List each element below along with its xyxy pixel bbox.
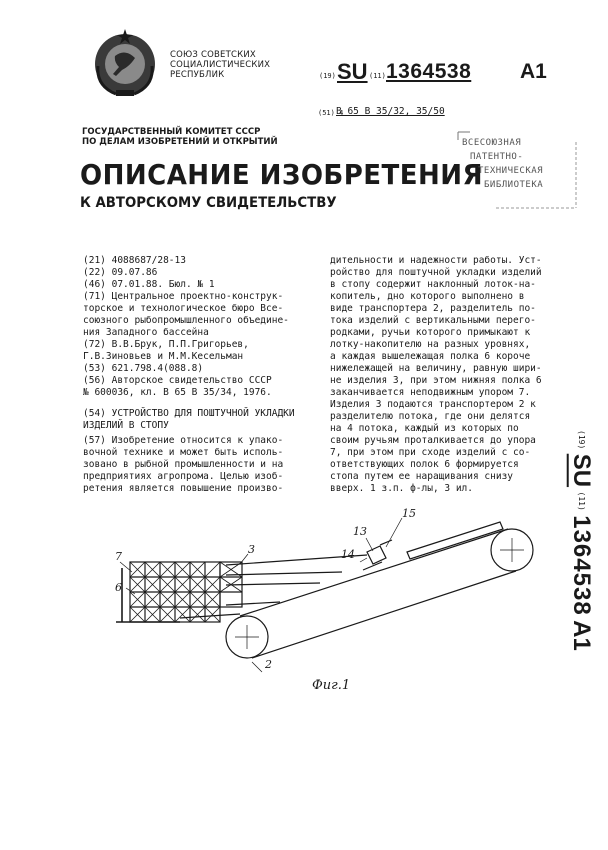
vertical-country-code: SU (568, 453, 595, 488)
abstract-right-line-1: дительности и надежности работы. Уст- (330, 255, 542, 266)
abstract-right-line-10: нижележащей на величину, равную шири- (330, 363, 542, 374)
stamp-line-3: ТЕХНИЧЕСКАЯ (478, 166, 544, 176)
abstract-right-line-5: виде транспортера 2, разделитель по- (330, 303, 536, 314)
committee-line-2: ПО ДЕЛАМ ИЗОБРЕТЕНИЙ И ОТКРЫТИЙ (82, 137, 278, 147)
library-stamp (456, 130, 586, 210)
separator-device (367, 546, 386, 564)
abstract-right-line-18: ответствующих полок 6 формируется (330, 459, 519, 470)
abstract-right-line-16: своим ручьям проталкивается до упора (330, 435, 536, 446)
vertical-kind-code: A1 (568, 620, 595, 651)
abstract-right-line-13: Изделия 3 подаются транспортером 2 к (330, 399, 536, 410)
country-line-1: СОЮЗ СОВЕТСКИХ (170, 50, 256, 60)
product-stack (407, 522, 503, 559)
patent-number: 1364538 (386, 60, 472, 83)
stamp-line-2: ПАТЕНТНО- (470, 152, 524, 162)
abstract-right-line-6: тока изделий с вертикальными перего- (330, 315, 536, 326)
ipc-classification: B 65 B 35/32, 35/50 (336, 106, 445, 117)
ref-label-2: 2 (265, 658, 272, 671)
abstract-left-line-1: (57) Изобретение относится к упако- (83, 435, 284, 446)
conveyor-belt-top (240, 529, 508, 616)
bib-line-4: (71) Центральное проектно-конструк- (83, 291, 284, 302)
ref-label-15: 15 (402, 507, 416, 520)
document-title: ОПИСАНИЕ ИЗОБРЕТЕНИЯ (80, 158, 484, 191)
ref-label-14: 14 (341, 548, 355, 561)
bib-line-11: (56) Авторское свидетельство СССР (83, 375, 272, 386)
document-subtitle: К АВТОРСКОМУ СВИДЕТЕЛЬСТВУ (80, 195, 337, 211)
bib-line-7: ния Западного бассейна (83, 327, 209, 338)
inid-code-11: (11) (369, 72, 386, 80)
bib-line-3: (46) 07.01.88. Бюл. № 1 (83, 279, 215, 290)
country-line-2: СОЦИАЛИСТИЧЕСКИХ (170, 60, 271, 70)
bib-line-2: (22) 09.07.86 (83, 267, 158, 278)
abstract-right-line-14: разделителю потока, где они делятся (330, 411, 531, 422)
vertical-code-11: (11) (577, 491, 586, 511)
abstract-right-line-11: не изделия 3, при этом нижняя полка 6 (330, 375, 542, 386)
technical-drawing (80, 300, 550, 700)
bib-line-9: Г.В.Зиновьев и М.М.Кесельман (83, 351, 244, 362)
abstract-left-line-2: вочной технике и может быть исполь- (83, 447, 284, 458)
abstract-left-line-4: предприятиях агропрома. Целью изоб- (83, 471, 284, 482)
ref-label-3: 3 (248, 543, 255, 556)
abstract-right-line-17: 7, при этом при сходе изделий с со- (330, 447, 531, 458)
abstract-right-line-9: а каждая вышележащая полка 6 короче (330, 351, 531, 362)
abstract-left-line-5: ретения является повышение произво- (83, 483, 284, 494)
inid-code-51: (51) 4 (318, 109, 344, 117)
invention-title-line-1: (54) УСТРОЙСТВО ДЛЯ ПОШТУЧНОЙ УКЛАДКИ (83, 408, 295, 419)
ussr-emblem-icon (86, 26, 164, 100)
abstract-right-line-8: лотку-накопителю на разных уровнях, (330, 339, 531, 350)
bib-line-5: торское и технологическое бюро Все- (83, 303, 284, 314)
vertical-patent-number: 1364538 (568, 515, 595, 616)
invention-title-line-2: ИЗДЕЛИЙ В СТОПУ (83, 420, 169, 431)
country-line-3: РЕСПУБЛИК (170, 70, 225, 80)
bib-line-6: союзного рыбопромышленного объедине- (83, 315, 289, 326)
bib-line-10: (53) 621.798.4(088.8) (83, 363, 204, 374)
bib-line-1: (21) 4088687/28-13 (83, 255, 186, 266)
committee-line-1: ГОСУДАРСТВЕННЫЙ КОМИТЕТ СССР (82, 127, 261, 137)
country-code: SU (337, 59, 368, 84)
abstract-right-line-7: родками, ручьи которого примыкают к (330, 327, 531, 338)
abstract-right-line-15: на 4 потока, каждый из которых по (330, 423, 519, 434)
abstract-right-line-20: вверх. 1 з.п. ф-лы, 3 ил. (330, 483, 473, 494)
abstract-left-line-3: зовано в рыбной промышленности и на (83, 459, 284, 470)
bib-line-8: (72) В.В.Брук, П.П.Григорьев, (83, 339, 249, 350)
abstract-right-line-19: стопа путем ее наращивания снизу (330, 471, 514, 482)
abstract-right-line-4: копитель, дно которого выполнено в (330, 291, 525, 302)
ref-label-7: 7 (115, 550, 122, 563)
abstract-right-line-12: заканчивается неподвижным упором 7. (330, 387, 531, 398)
ref-label-6: 6 (115, 581, 122, 594)
bib-line-12: № 600036, кл. В 65 В 35/34, 1976. (83, 387, 272, 398)
inid-code-19: (19) (319, 72, 336, 80)
ref-label-13: 13 (353, 525, 367, 538)
stamp-line-1: ВСЕСОЮЗНАЯ (462, 138, 522, 148)
abstract-right-line-2: ройство для поштучной укладки изделий (330, 267, 542, 278)
figure-caption: Фиг.1 (312, 678, 351, 693)
kind-code: A1 (520, 60, 547, 83)
stamp-line-4: БИБЛИОТЕКА (484, 180, 544, 190)
vertical-code-19: (19) (577, 430, 586, 450)
abstract-right-line-3: в стопу содержит наклонный лоток-на- (330, 279, 536, 290)
